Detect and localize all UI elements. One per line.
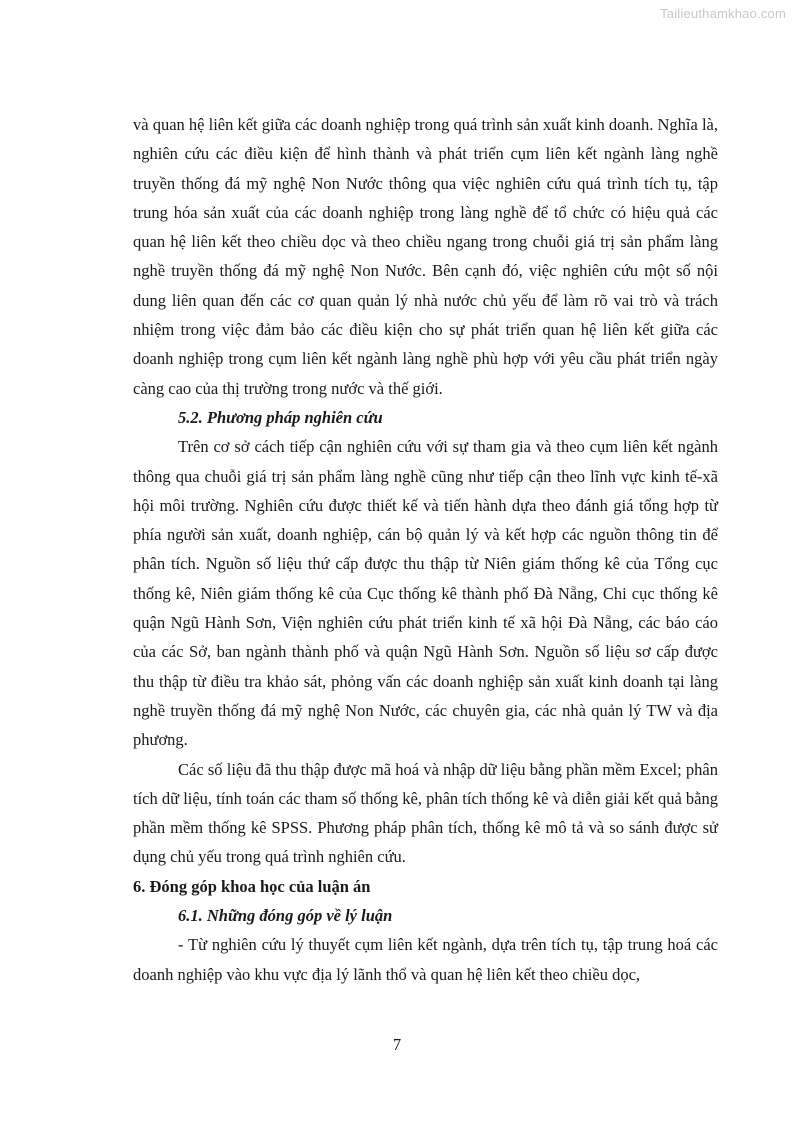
paragraph-continuation: và quan hệ liên kết giữa các doanh nghiệp trong quá trình sản xuất kinh doanh. Nghĩa là, nghiên cứu các điều kiện để hình thành và phát triển cụm liên kết ngành làng nghề truyền thống đá mỹ nghệ Non Nước thông qua việc nghiên cứu quá trình tích tụ, tập trung hóa sản xuất của các doanh nghiệp trong làng nghề để tổ chức có hiệu quả các quan hệ liên kết theo chiều dọc và theo chiều ngang trong chuỗi giá trị sản phẩm làng nghề truyền thống đá mỹ nghệ Non Nước. Bên cạnh đó, việc nghiên cứu một số nội dung liên quan đến các cơ quan quản lý nhà nước chủ yếu để làm rõ vai trò và trách nhiệm trong việc đảm bảo các điều kiện cho sự phát triển quan hệ liên kết giữa các doanh nghiệp trong cụm liên kết ngành làng nghề phù hợp với yêu cầu phát triển ngày càng cao của thị trường trong nước và thế giới. — [133, 115, 718, 398]
watermark: Tailieuthamkhao.com — [660, 6, 786, 21]
section-heading-6-1: 6.1. Những đóng góp về lý luận — [178, 906, 393, 926]
section-heading-6: 6. Đóng góp khoa học của luận án — [133, 876, 371, 896]
section-heading-5-2: 5.2. Phương pháp nghiên cứu — [178, 407, 383, 427]
paragraph-research-method: Trên cơ sở cách tiếp cận nghiên cứu với sự tham gia và theo cụm liên kết ngành thông qua chuỗi giá trị sản phẩm làng nghề cũng như tiếp cận theo lĩnh vực kinh tế-xã hội môi trường. Nghiên cứu được thiết kế và tiến hành dựa theo đánh giá tổng hợp từ phía người sản xuất, doanh nghiệp, cán bộ quản lý và kết hợp các nguồn thông tin để phân tích. Nguồn số liệu thứ cấp được thu thập từ Niên giám thống kê của Tổng cục thống kê, Niên giám thống kê của Cục thống kê thành phố Đà Nẵng, Chi cục thống kê quận Ngũ Hành Sơn, Viện nghiên cứu phát triển kinh tế xã hội Đà Nẵng, các báo cáo của các Sở, ban ngành thành phố và quận Ngũ Hành Sơn. Nguồn số liệu sơ cấp được thu thập từ điều tra khảo sát, phỏng vấn các doanh nghiệp sản xuất kinh doanh tại làng nghề truyền thống đá mỹ nghệ Non Nước, các chuyên gia, các nhà quản lý TW và địa phương. — [133, 437, 718, 750]
document-body — [133, 110, 718, 989]
page-number: 7 — [392, 1035, 402, 1054]
paragraph-data-processing: Các số liệu đã thu thập được mã hoá và nhập dữ liệu bằng phần mềm Excel; phân tích dữ liệu, tính toán các tham số thống kê, phân tích thống kê và diễn giải kết quả bằng phần mềm thống kê SPSS. Phương pháp phân tích, thống kê mô tả và so sánh được sử dụng chủ yếu trong quá trình nghiên cứu. — [133, 759, 718, 867]
paragraph-theory-contribution: - Từ nghiên cứu lý thuyết cụm liên kết ngành, dựa trên tích tụ, tập trung hoá các doanh nghiệp vào khu vực địa lý lãnh thổ và quan hệ liên kết theo chiều dọc, — [133, 935, 718, 984]
